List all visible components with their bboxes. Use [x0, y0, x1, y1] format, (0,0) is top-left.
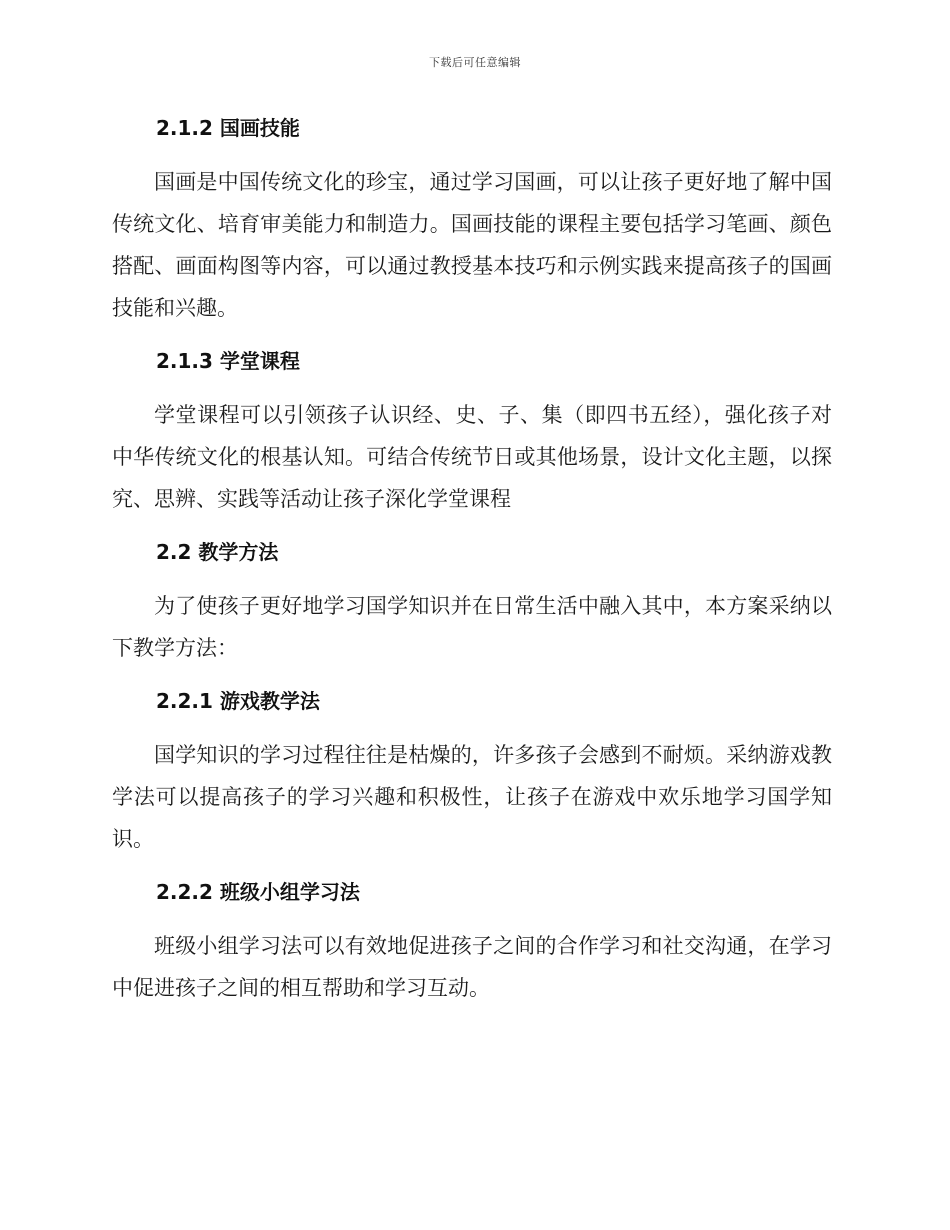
section-heading-2-2-1: 2.2.1 游戏教学法	[156, 689, 320, 713]
section-heading-2-2: 2.2 教学方法	[156, 540, 279, 564]
document-body	[112, 108, 832, 1009]
section-paragraph-2-1-3: 学堂课程可以引领孩子认识经、史、子、集（即四书五经），强化孩子对中华传统文化的根基认知。可结合传统节日或其他场景，设计文化主题，以探究、思辨、实践等活动让孩子深化学堂课程	[112, 403, 832, 511]
section-heading-2-1-3: 2.1.3 学堂课程	[156, 349, 300, 373]
section-heading-2-2-2: 2.2.2 班级小组学习法	[156, 880, 360, 904]
section-paragraph-2-2-2: 班级小组学习法可以有效地促进孩子之间的合作学习和社交沟通，在学习中促进孩子之间的相互帮助和学习互动。	[112, 934, 832, 1000]
section-paragraph-2-2-1: 国学知识的学习过程往往是枯燥的，许多孩子会感到不耐烦。采纳游戏教学法可以提高孩子的学习兴趣和积极性，让孩子在游戏中欢乐地学习国学知识。	[112, 743, 832, 851]
section-heading-2-1-2: 2.1.2 国画技能	[156, 116, 300, 140]
section-paragraph-2-1-2: 国画是中国传统文化的珍宝，通过学习国画，可以让孩子更好地了解中国传统文化、培育审美能力和制造力。国画技能的课程主要包括学习笔画、颜色搭配、画面构图等内容，可以通过教授基本技巧和示例实践来提高孩子的国画技能和兴趣。	[112, 170, 832, 320]
page-header-note: 下载后可任意编辑	[429, 56, 521, 69]
section-paragraph-2-2: 为了使孩子更好地学习国学知识并在日常生活中融入其中，本方案采纳以下教学方法：	[112, 594, 832, 660]
